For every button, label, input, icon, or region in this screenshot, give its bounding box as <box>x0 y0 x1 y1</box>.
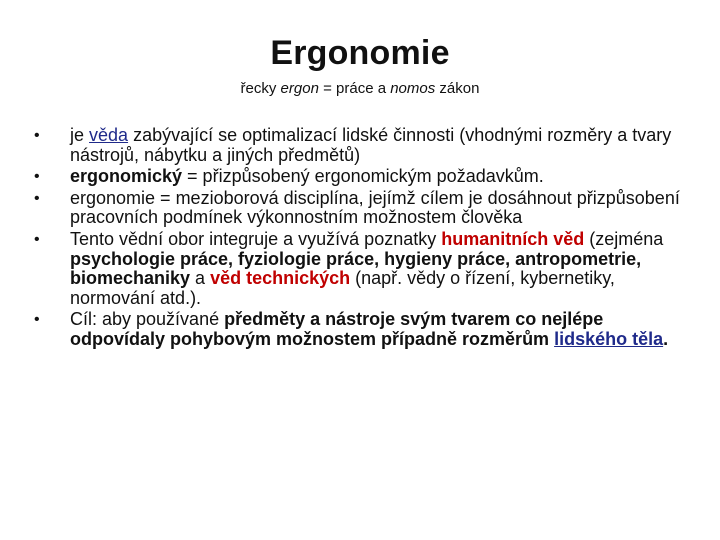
bullet-icon: • <box>34 127 40 144</box>
link-lidskeho-tela[interactable]: lidského těla <box>554 328 664 349</box>
slide-title: Ergonomie <box>270 34 450 72</box>
text: a <box>190 268 211 289</box>
text: . <box>663 328 669 349</box>
highlight-red: humanitních věd <box>441 228 585 249</box>
bullet-icon: • <box>34 230 40 248</box>
bullet-item-2 <box>34 167 694 187</box>
text: Cíl: aby používané <box>70 309 225 330</box>
text: (např. vědy o řízení, kybernetiky, normování atd.). <box>70 268 615 308</box>
bold-term: ergonomický <box>70 166 183 187</box>
subtitle-prefix: řecky <box>240 80 281 97</box>
bullet-item-4 <box>34 230 694 308</box>
text: (zejména <box>584 228 664 249</box>
text: je <box>70 125 90 145</box>
bullet-icon: • <box>34 168 40 186</box>
text: Tento vědní obor integruje a využívá poznatky <box>70 228 442 249</box>
subtitle-nomos: nomos <box>390 80 436 97</box>
bold-term: předměty a nástroje svým tvarem co nejlépe odpovídaly pohybovým možnostem případně rozměrům <box>70 309 604 349</box>
subtitle-mid: = práce a <box>318 80 391 97</box>
bullet-icon: • <box>34 189 40 207</box>
text: zabývající se optimalizací lidské činnosti (vhodnými rozměry a tvary nástrojů, nábytku a jiných předmětů) <box>70 125 672 165</box>
bullet-item-1 <box>34 126 694 165</box>
link-veda[interactable]: věda <box>89 125 129 145</box>
subtitle-ergon: ergon <box>280 80 319 97</box>
subtitle <box>0 80 720 97</box>
bullet-item-5 <box>34 310 694 349</box>
bullet-item-3 <box>34 189 694 228</box>
bullet-list <box>34 126 694 352</box>
bold-term: psychologie práce, fyziologie práce, hygieny práce, antropometrie, biomechaniky <box>70 248 642 289</box>
bullet-icon: • <box>34 311 40 329</box>
text: ergonomie = mezioborová disciplína, jejímž cílem je dosáhnout přizpůsobení pracovních podmínek výkonnostním možnostem člověka <box>70 187 680 228</box>
subtitle-suffix: zákon <box>435 80 480 97</box>
highlight-red: věd technických <box>210 268 351 289</box>
text: = přizpůsobený ergonomickým požadavkům. <box>182 166 544 187</box>
